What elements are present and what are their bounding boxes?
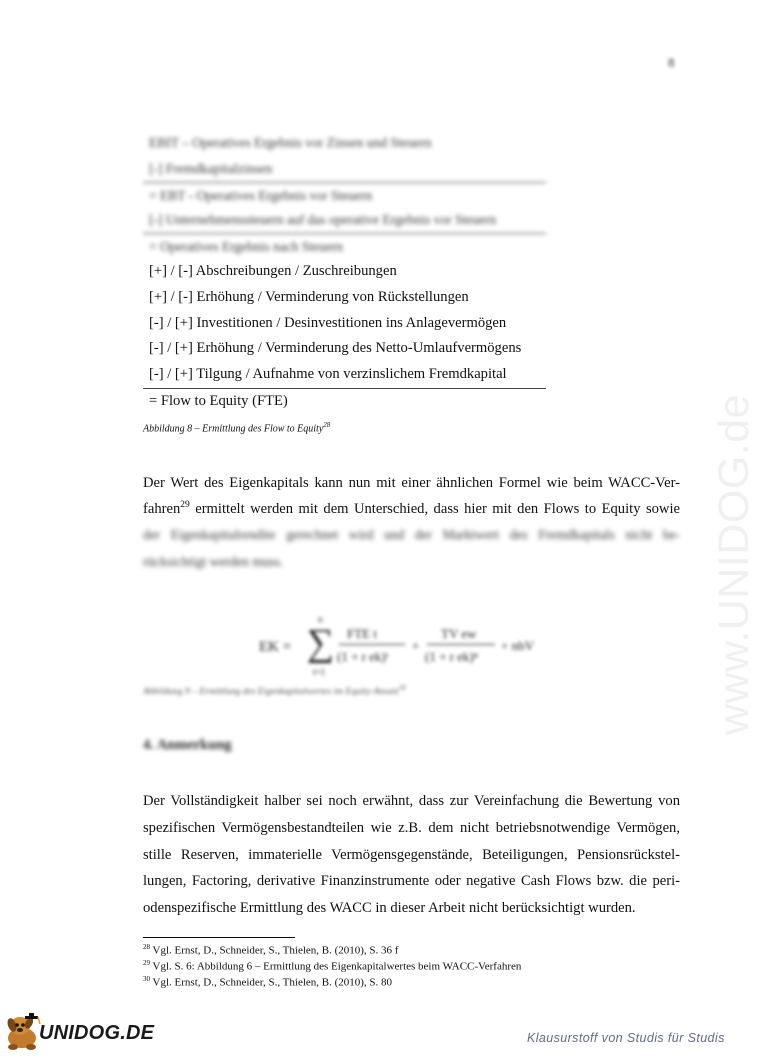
logo-text: UNIDOG.DE — [39, 1022, 155, 1044]
formula-denominator-2: (1 + r ek)ⁿ — [425, 649, 478, 664]
paragraph-line: spezifischen Vermögensbestandteilen wie z.B. dem nicht betriebsnotwendige Vermögen, — [143, 819, 680, 836]
footnote-text: Vgl. S. 6: Abbildung 6 – Ermittlung des Eigenkapitalwertes beim WACC-Verfahren — [150, 960, 522, 973]
fraction-bar — [339, 644, 405, 645]
formula-numerator-1: FTE t — [347, 626, 377, 641]
table-row: [+] / [-] Erhöhung / Verminderung von Rückstellungen — [149, 288, 469, 305]
fraction-bar — [427, 644, 495, 645]
footnote — [143, 941, 521, 957]
figure-8-caption-text: Abbildung 8 – Ermittlung des Flow to Equity — [143, 423, 324, 435]
paragraph-line: stille Reserven, immaterielle Vermögensgegenstände, Beteiligungen, Pensionsrückstel- — [143, 846, 680, 863]
dog-mascot-icon — [3, 1013, 43, 1051]
table-row: = Operatives Ergebnis nach Steuern — [143, 233, 546, 259]
table-row: [-] Fremdkapitalzinsen — [149, 160, 273, 176]
footnote-text: Vgl. Ernst, D., Schneider, S., Thielen, B. (2010), S. 80 — [150, 976, 393, 989]
watermark: www.UNIDOG.de — [710, 393, 758, 735]
equity-value-formula — [255, 612, 545, 682]
paragraph-line: Der Wert des Eigenkapitals kann nun mit einer ähnlichen Formel wie beim WACC-Ver- — [143, 475, 680, 491]
paragraph-line: odenspezifische Ermittlung des WACC in dieser Arbeit nicht berücksichtigt wurden. — [143, 900, 636, 917]
table-row-total: = Flow to Equity (FTE) — [143, 388, 546, 414]
footnote-ref: 30 — [398, 684, 406, 692]
paragraph-line: rücksichtigt werden muss. — [143, 553, 284, 569]
formula-sum-top: n — [318, 614, 323, 624]
figure-8-caption — [143, 421, 330, 434]
formula-denominator-1: (1 + r ek)ᵗ — [337, 649, 389, 664]
footnote-number: 28 — [143, 943, 150, 951]
table-row: [+] / [-] Abschreibungen / Zuschreibungen — [149, 262, 397, 279]
flow-to-equity-table — [143, 130, 546, 414]
footnote-number: 29 — [143, 959, 150, 968]
footnote-text: Vgl. Ernst, D., Schneider, S., Thielen, B. (2010), S. 36 f — [150, 944, 399, 957]
table-row: [-] / [+] Tilgung / Aufnahme von verzinslichem Fremdkapital — [149, 366, 507, 383]
footnote-ref: 29 — [180, 500, 190, 511]
page-number: 8 — [668, 55, 675, 70]
footnote — [143, 957, 521, 973]
unidog-logo[interactable] — [3, 1013, 153, 1051]
paragraph-line: Der Vollständigkeit halber sei noch erwähnt, dass zur Vereinfachung die Bewertung von — [143, 793, 680, 809]
formula-lhs: EK = — [259, 639, 292, 655]
formula-sum-bottom: t=1 — [313, 667, 326, 677]
paragraph-line — [143, 496, 680, 522]
paragraph-line: lungen, Factoring, derivative Finanzinstrumente oder negative Cash Flows bzw. die peri- — [143, 873, 680, 890]
footnote-ref: 28 — [323, 421, 331, 429]
formula-tail: + nbV — [501, 638, 534, 653]
footnote-divider — [143, 937, 295, 938]
paragraph-line-end: ermittelt werden mit dem Unterschied, dass hier mit den Flows to Equity sowie — [189, 501, 680, 518]
tagline: Klausurstoff von Studis für Studis — [527, 1031, 725, 1045]
paragraph-equity-value — [143, 470, 680, 575]
table-row: [-] / [+] Investitionen / Desinvestitionen ins Anlagevermögen — [149, 314, 507, 331]
footnote — [143, 973, 521, 989]
table-row: = EBT - Operatives Ergebnis vor Steuern — [143, 182, 546, 208]
paragraph-remark — [143, 788, 680, 922]
paragraph-line-start: fahren — [143, 501, 181, 518]
table-row: EBIT – Operatives Ergebnis vor Zinsen und Steuern — [149, 135, 432, 150]
figure-9-caption-text: Abbildung 9 – Ermittlung des Eigenkapitalwertes im Equity-Ansatz — [143, 687, 399, 698]
section-heading: 4. Anmerkung — [143, 737, 232, 753]
formula-plus: + — [412, 638, 420, 653]
figure-9-caption — [143, 684, 406, 697]
sum-symbol-icon: ∑ — [307, 622, 335, 664]
table-row: [-] / [+] Erhöhung / Verminderung des Netto-Umlaufvermögens — [149, 340, 522, 357]
footnote-number: 30 — [143, 975, 150, 984]
paragraph-line: der Eigenkapitalrendite gerechnet wird und der Marktwert des Fremdkapitals nicht be- — [143, 527, 680, 543]
formula-numerator-2: TV ew — [441, 626, 477, 641]
footnotes — [143, 941, 521, 989]
table-row: [-] Unternehmenssteuern auf das operative Ergebnis vor Steuern — [149, 212, 497, 228]
